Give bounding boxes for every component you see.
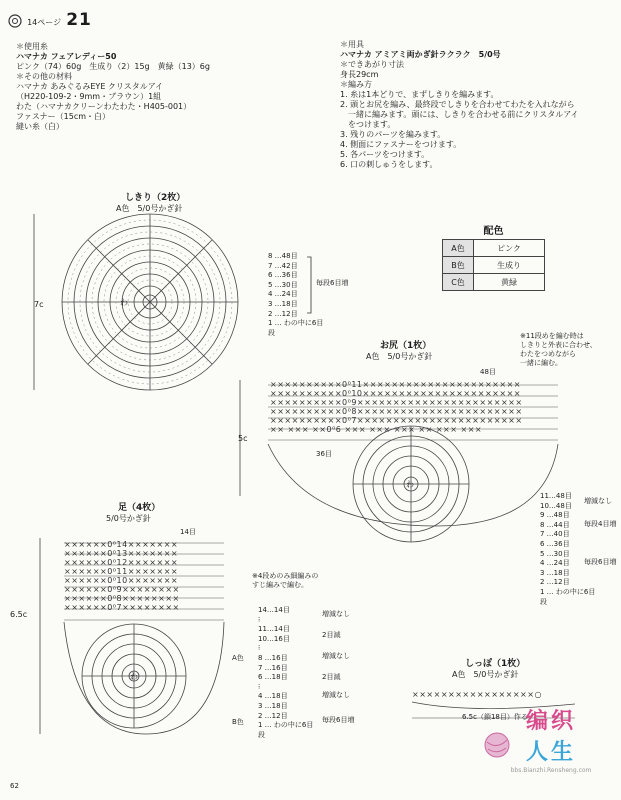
- shikiri-diagram: [30, 210, 270, 410]
- row-count: 7 …16目: [258, 663, 288, 672]
- row-count: 10…48目: [540, 501, 572, 510]
- ashi-color-b: B色: [232, 718, 244, 726]
- row-count: 3 …18目: [268, 299, 298, 308]
- row-count: 8 …44目: [540, 520, 570, 529]
- cotton: わた（ハマナカクリーンわたわた・H405-001）: [16, 102, 192, 111]
- row-count: 4 …18目: [258, 692, 288, 701]
- shikiri-sub: A色 5/0号かぎ針: [116, 204, 183, 213]
- ashi-rows: 14…14目 ⁝ 11…14目 10…16目 ⁝ 8 …16目 7 …16目 6 …18目 ⁝ 4 …18目 3 …18目 2 …12目 1 … わの中に6目 段: [258, 606, 314, 739]
- step: 1. 糸は1本どりで、まずしきりを編みます。: [340, 90, 499, 99]
- oshiri-rows: [540, 492, 595, 607]
- spiral-icon: [8, 14, 22, 28]
- eye-detail: （H220-109-2・9mm・ブラウン）1組: [16, 92, 162, 101]
- shippo-title: しっぽ（1枚）: [465, 659, 526, 669]
- finished-size: 身長29cm: [340, 70, 379, 79]
- step: 3. 残りのパーツを編みます。: [340, 130, 446, 139]
- thread: 縫い糸（白）: [16, 122, 64, 131]
- bracket: [306, 256, 316, 314]
- row-count: 11…48目: [540, 492, 572, 500]
- site-logo: [486, 704, 616, 775]
- oshiri-sub: A色 5/0号かぎ針: [366, 352, 433, 361]
- oshiri-note-none: 増減なし: [584, 497, 612, 505]
- zipper: ファスナー（15cm・白）: [16, 112, 111, 121]
- ashi-note: 増減なし: [322, 691, 350, 699]
- row-count: 1 … わの中に6目: [258, 721, 314, 730]
- step: 6. 口の刺しゅうをします。: [340, 160, 438, 169]
- ashi-note: 増減なし: [322, 610, 350, 618]
- shikiri-size: 7c: [34, 300, 44, 309]
- row-count: 2 …12目: [540, 578, 570, 587]
- shikiri-title: しきり（2枚）: [125, 193, 186, 203]
- row-count: 4 …24目: [268, 290, 298, 299]
- ashi-color-a: A色: [232, 654, 244, 662]
- ashi-note: 毎段6目増: [322, 716, 355, 724]
- table-row: A色 ピンク: [443, 240, 545, 257]
- oshiri-top-count: 48目: [480, 368, 496, 376]
- oshiri-center: わ: [406, 480, 414, 489]
- yarn-brand: ハマナカ フェアレディー50: [16, 52, 117, 61]
- step: をつけます。: [340, 120, 396, 129]
- row-count: 6 …18目: [258, 673, 288, 682]
- oshiri-title: お尻（1枚）: [380, 341, 432, 351]
- step: 4. 側面にファスナーをつけます。: [340, 140, 462, 149]
- logo-bottom: 人生: [525, 740, 576, 765]
- oshiri-star-note: ※11段めを編む時は しきりと外表に合わせ、 わたをつめながら 一緒に編む。: [520, 332, 597, 367]
- step: 2. 頭とお尻を編み、最終段でしきりを合わせてわたを入れながら: [340, 100, 575, 109]
- row-count: 2 …12目: [268, 309, 298, 318]
- ashi-title: 足（4枚）: [118, 503, 161, 513]
- row-count: 4 …24目: [540, 559, 570, 568]
- pattern-number: 21: [66, 10, 92, 30]
- shikiri-note: 毎段6目増: [316, 279, 349, 287]
- row-count: 1 … わの中に6目: [268, 319, 324, 328]
- oshiri-size: 5c: [238, 434, 248, 443]
- table-row: C色 黄緑: [443, 274, 545, 291]
- row-count: 6 …36目: [268, 271, 298, 280]
- size-title: ＊できあがり寸法: [340, 60, 404, 69]
- ashi-size: 6.5c: [10, 610, 28, 619]
- ashi-center: わ: [130, 672, 138, 681]
- ashi-sub: 5/0号かぎ針: [106, 514, 151, 523]
- page-header: [8, 10, 92, 30]
- ashi-note: 増減なし: [322, 652, 350, 660]
- row-count: 6 …36目: [540, 539, 570, 548]
- row-count: 11…14目: [258, 625, 290, 634]
- row-count: 1 … わの中に6目: [540, 587, 596, 596]
- ashi-note: 2目減: [322, 673, 341, 681]
- row-count: 2 …12目: [258, 711, 288, 720]
- step: 一緒に編みます。頭には、しきりを合わせる前にクリスタルアイ: [340, 110, 579, 119]
- row-count: 8 …16目: [258, 653, 288, 662]
- row-count: 10…16目: [258, 634, 290, 643]
- ashi-x-rows: ××××××0⁰14××××××× ××××××0⁰13××××××× ××××××0⁰12××××××× ××××××0⁰11××××××× ××××××0⁰10××××××× ××××××0⁰9×××××××× ××××××0⁰8×××××××× ××××××0⁰7××××××××: [64, 540, 180, 612]
- row-count: 7 …42目: [268, 261, 298, 270]
- shippo-chain-label: 6.5c（鎖18目）作る: [462, 713, 528, 721]
- row-count: 3 …18目: [258, 701, 288, 710]
- method-title: ＊編み方: [340, 80, 372, 89]
- shikiri-center: わ: [120, 298, 128, 307]
- eye-line: ハマナカ あみぐるみEYE クリスタルアイ: [16, 82, 164, 91]
- step: 5. 各パーツをつけます。: [340, 150, 430, 159]
- other-title: ＊その他の材料: [16, 72, 72, 81]
- color-table-title: 配色: [483, 226, 504, 237]
- row-count: 14…14目: [258, 606, 290, 614]
- shippo-x-row: ×××××××××××××××××○: [412, 690, 542, 699]
- oshiri-note-4: 毎段4目増: [584, 520, 617, 528]
- materials-block: [16, 42, 210, 132]
- row-count: 9 …48目: [540, 511, 570, 520]
- ashi-top-count: 14目: [180, 528, 196, 536]
- tools-block: [340, 40, 615, 170]
- oshiri-side-count: 36目: [316, 450, 332, 458]
- hook: ハマナカ アミアミ両かぎ針ラクラク 5/0号: [340, 50, 501, 59]
- yarn-title: ＊使用糸: [16, 42, 48, 51]
- dan-label: 段: [540, 597, 547, 606]
- ashi-note: 2目減: [322, 631, 341, 639]
- row-count: 7 …40目: [540, 530, 570, 539]
- row-count: 5 …30目: [268, 280, 298, 289]
- page-number: 62: [10, 782, 19, 790]
- row-count: 3 …18目: [540, 568, 570, 577]
- page-ref: 14ページ: [27, 18, 62, 27]
- dan-label: 段: [258, 730, 265, 739]
- row-count: 8 …48目: [268, 252, 298, 260]
- yarn-colors: ピンク（74）60g 生成り（2）15g 黄緑（13）6g: [16, 62, 210, 71]
- oshiri-x-rows: ××××××××××0⁰11×××××××××××××××××××××× ××××××××××0⁰10×××××××××××××××××××××× ××××××××××0⁰9××××××××××××××××××××××× ××××××××××0⁰8××××××××××××××××××××××× ××××××××××0⁰7××××××××××××××××××××××× ×× ××× ××0⁰6 ××× ××× ××× ×× ××× ×××: [270, 380, 523, 434]
- tool-title: ＊用具: [340, 40, 364, 49]
- color-table: [442, 222, 545, 291]
- row-count: 5 …30目: [540, 549, 570, 558]
- logo-top: 编织: [525, 709, 576, 734]
- dan-label: 段: [268, 328, 275, 337]
- table-row: B色 生成り: [443, 257, 545, 274]
- shippo-sub: A色 5/0号かぎ針: [452, 670, 519, 679]
- oshiri-note-6: 毎段6目増: [584, 558, 617, 566]
- ashi-note: ※4段めのみ細編みの すじ編みで編む。: [252, 572, 319, 589]
- site-url: bbs.Bianzhi.Rensheng.com: [510, 767, 592, 774]
- yarn-ball-icon: [482, 730, 512, 760]
